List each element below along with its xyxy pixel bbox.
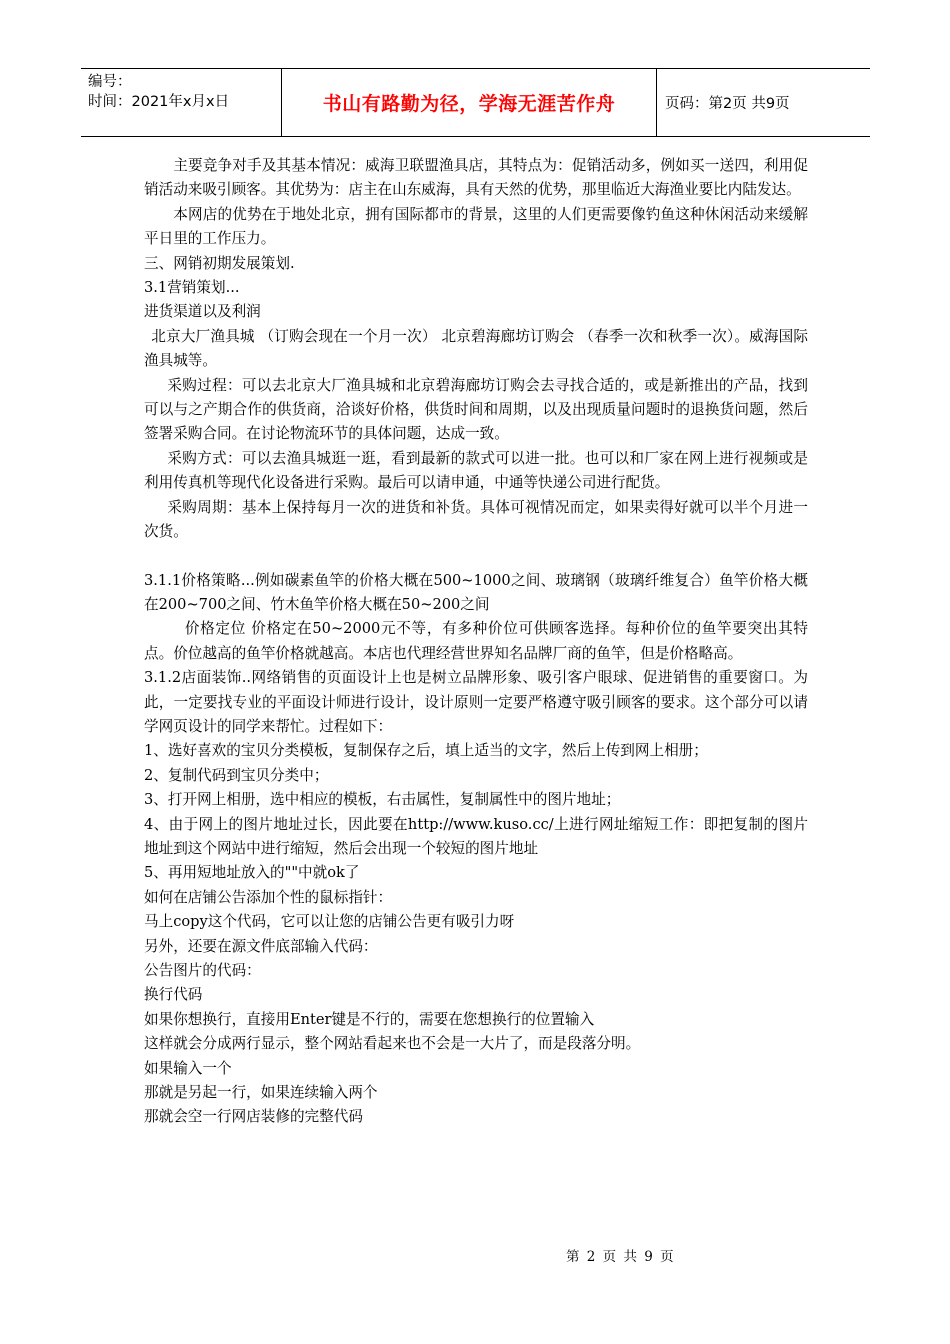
- paragraph: 3.1.1价格策略...例如碳素鱼竿的价格大概在500~1000之间、玻璃钢（玻璃纤维复合）鱼竿价格大概在200~700之间、竹木鱼竿价格大概在50~200之间: [144, 571, 808, 613]
- paragraph: 3.1.2店面装饰..网络销售的页面设计上也是树立品牌形象、吸引客户眼球、促进销售的重要窗口。为此，一定要找专业的平面设计师进行设计，设计原则一定要严格遵守吸引顾客的要求。这个部分可以请学网页设计的同学来帮忙。过程如下：: [144, 669, 808, 735]
- paragraph: 如何在店铺公告添加个性的鼠标指针：: [144, 888, 393, 906]
- paragraph: 这样就会分成两行显示，整个网站看起来也不会是一大片了，而是段落分明。: [144, 1035, 641, 1053]
- paragraph: 进货渠道以及利润: [144, 303, 261, 321]
- document-body: [144, 154, 808, 1130]
- page-header: [81, 68, 870, 137]
- paragraph: 采购周期：基本上保持每月一次的进货和补货。具体可视情况而定，如果卖得好就可以半个月进一次货。: [144, 498, 808, 541]
- paragraph: 北京大厂渔具城 （订购会现在一个月一次） 北京碧海廊坊订购会 （春季一次和秋季一次）。威海国际渔具城等。: [144, 327, 808, 370]
- paragraph: 如果你想换行，直接用Enter键是不行的，需要在您想换行的位置输入: [144, 1010, 595, 1028]
- paragraph: 采购过程：可以去北京大厂渔具城和北京碧海廊坊订购会去寻找合适的，或是新推出的产品，找到可以与之产期合作的供货商，洽谈好价格，供货时间和周期，以及出现质量问题时的退换货问题，然后签署采购合同。在讨论物流环节的具体问题，达成一致。: [144, 376, 808, 443]
- section-heading: 三、网销初期发展策划.: [144, 254, 295, 272]
- header-motto: 书山有路勤为径，学海无涯苦作舟: [282, 69, 657, 136]
- header-page-label: 页码：第2页 共9页: [665, 96, 790, 112]
- doc-date-label: 时间：2021年x月x日: [88, 94, 230, 110]
- paragraph: 另外，还要在源文件底部输入代码：: [144, 937, 378, 955]
- paragraph: 公告图片的代码：: [144, 962, 261, 979]
- subsection-heading: 3.1营销策划...: [144, 279, 240, 297]
- header-meta: [81, 69, 282, 136]
- page-footer: 第 2 页 共 9 页: [566, 1249, 676, 1265]
- paragraph: 主要竞争对手及其基本情况：威海卫联盟渔具店，其特点为：促销活动多，例如买一送四，利用促销活动来吸引顾客。其优势为：店主在山东威海，具有天然的优势，那里临近大海渔业要比内陆发达。: [144, 157, 808, 199]
- list-item: 5、再用短地址放入的""中就ok了: [144, 864, 360, 882]
- paragraph: 换行代码: [144, 986, 203, 1004]
- paragraph: 价格定位 价格定在50~2000元不等，有多种价位可供顾客选择。每种价位的鱼竿要突出其特点。价位越高的鱼竿价格就越高。本店也代理经营世界知名品牌厂商的鱼竿，但是价格略高。: [144, 620, 808, 662]
- paragraph: 本网店的优势在于地处北京，拥有国际都市的背景，这里的人们更需要像钓鱼这种休闲活动来缓解平日里的工作压力。: [144, 205, 808, 248]
- paragraph: 那就会空一行网店装修的完整代码: [144, 1108, 363, 1126]
- doc-number-label: 编号：: [88, 74, 132, 90]
- list-item: 4、由于网上的图片地址过长，因此要在http://www.kuso.cc/上进行网址缩短工作：即把复制的图片地址到这个网站中进行缩短，然后会出现一个较短的图片地址: [144, 815, 808, 857]
- list-item: 3、打开网上相册，选中相应的模板，右击属性，复制属性中的图片地址；: [144, 791, 621, 809]
- paragraph: 马上copy这个代码，它可以让您的店铺公告更有吸引力呀: [144, 913, 515, 931]
- list-item: 1、选好喜欢的宝贝分类模板，复制保存之后，填上适当的文字，然后上传到网上相册；: [144, 742, 708, 760]
- paragraph: 那就是另起一行，如果连续输入两个: [144, 1084, 378, 1102]
- blank-line: [144, 545, 808, 569]
- list-item: 2、复制代码到宝贝分类中；: [144, 766, 329, 784]
- paragraph: 采购方式：可以去渔具城逛一逛，看到最新的款式可以进一批。也可以和厂家在网上进行视频或是利用传真机等现代化设备进行采购。最后可以请申通，中通等快递公司进行配货。: [144, 449, 808, 492]
- paragraph: 如果输入一个: [144, 1059, 232, 1077]
